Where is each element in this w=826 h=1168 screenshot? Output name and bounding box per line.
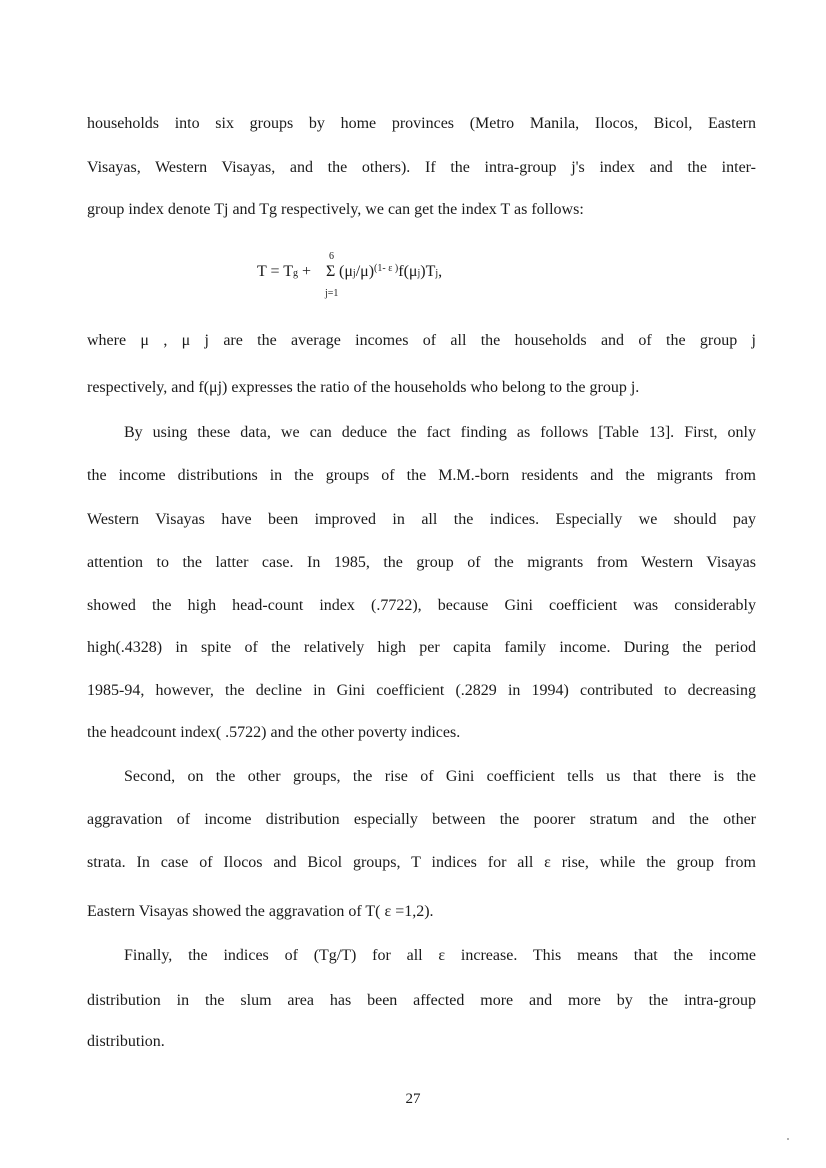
p5-line3: distribution. <box>87 1033 165 1050</box>
p1-line1: households into six groups by home provinces (Metro Manila, Ilocos, Bicol, Eastern <box>87 115 756 132</box>
p3-line8: the headcount index( .5722) and the other poverty indices. <box>87 724 461 741</box>
p3-line2: the income distributions in the groups of the M.M.-born residents and the migrants from <box>87 467 756 484</box>
p4-line1: Second, on the other groups, the rise of Gini coefficient tells us that there is the <box>124 768 756 785</box>
p3-line3: Western Visayas have been improved in all the indices. Especially we should pay <box>87 511 756 528</box>
p4-line3: strata. In case of Ilocos and Bicol groups, T indices for all ε rise, while the group from <box>87 854 756 871</box>
page-number: 27 <box>405 1091 421 1107</box>
sum-lower-limit: j=1 <box>325 288 339 299</box>
p3-line6: high(.4328) in spite of the relatively high per capita family income. During the period <box>87 639 756 656</box>
p2-line1: where μ , μ j are the average incomes of all the households and of the group j <box>87 332 756 349</box>
p3-line5: showed the high head-count index (.7722), because Gini coefficient was considerably <box>87 597 756 614</box>
sum-upper-limit: 6 <box>329 251 334 262</box>
p3-line7: 1985-94, however, the decline in Gini coefficient (.2829 in 1994) contributed to decreasing <box>87 682 756 699</box>
p3-line1: By using these data, we can deduce the fact finding as follows [Table 13]. First, only <box>124 424 756 441</box>
formula-lhs: T = Tg + <box>257 263 312 280</box>
p5-line1: Finally, the indices of (Tg/T) for all ε increase. This means that the income <box>124 947 756 964</box>
sum-symbol: Σ <box>326 263 336 280</box>
p3-line4: attention to the latter case. In 1985, the group of the migrants from Western Visayas <box>87 554 756 571</box>
p4-line4: Eastern Visayas showed the aggravation of T( ε =1,2). <box>87 903 434 920</box>
p1-line2: Visayas, Western Visayas, and the others). If the intra-group j's index and the inter- <box>87 159 756 176</box>
scan-speck <box>787 1138 789 1140</box>
p5-line2: distribution in the slum area has been affected more and more by the intra-group <box>87 992 756 1009</box>
p2-line2: respectively, and f(μj) expresses the ratio of the households who belong to the group j. <box>87 379 640 396</box>
p4-line2: aggravation of income distribution especially between the poorer stratum and the other <box>87 811 756 828</box>
formula-term: $(\mu j/\mu)^{(1- \varepsilon )}f(\mu j)Tj$, <box>339 263 443 280</box>
p1-line3: group index denote Tj and Tg respectively, we can get the index T as follows: <box>87 201 584 218</box>
